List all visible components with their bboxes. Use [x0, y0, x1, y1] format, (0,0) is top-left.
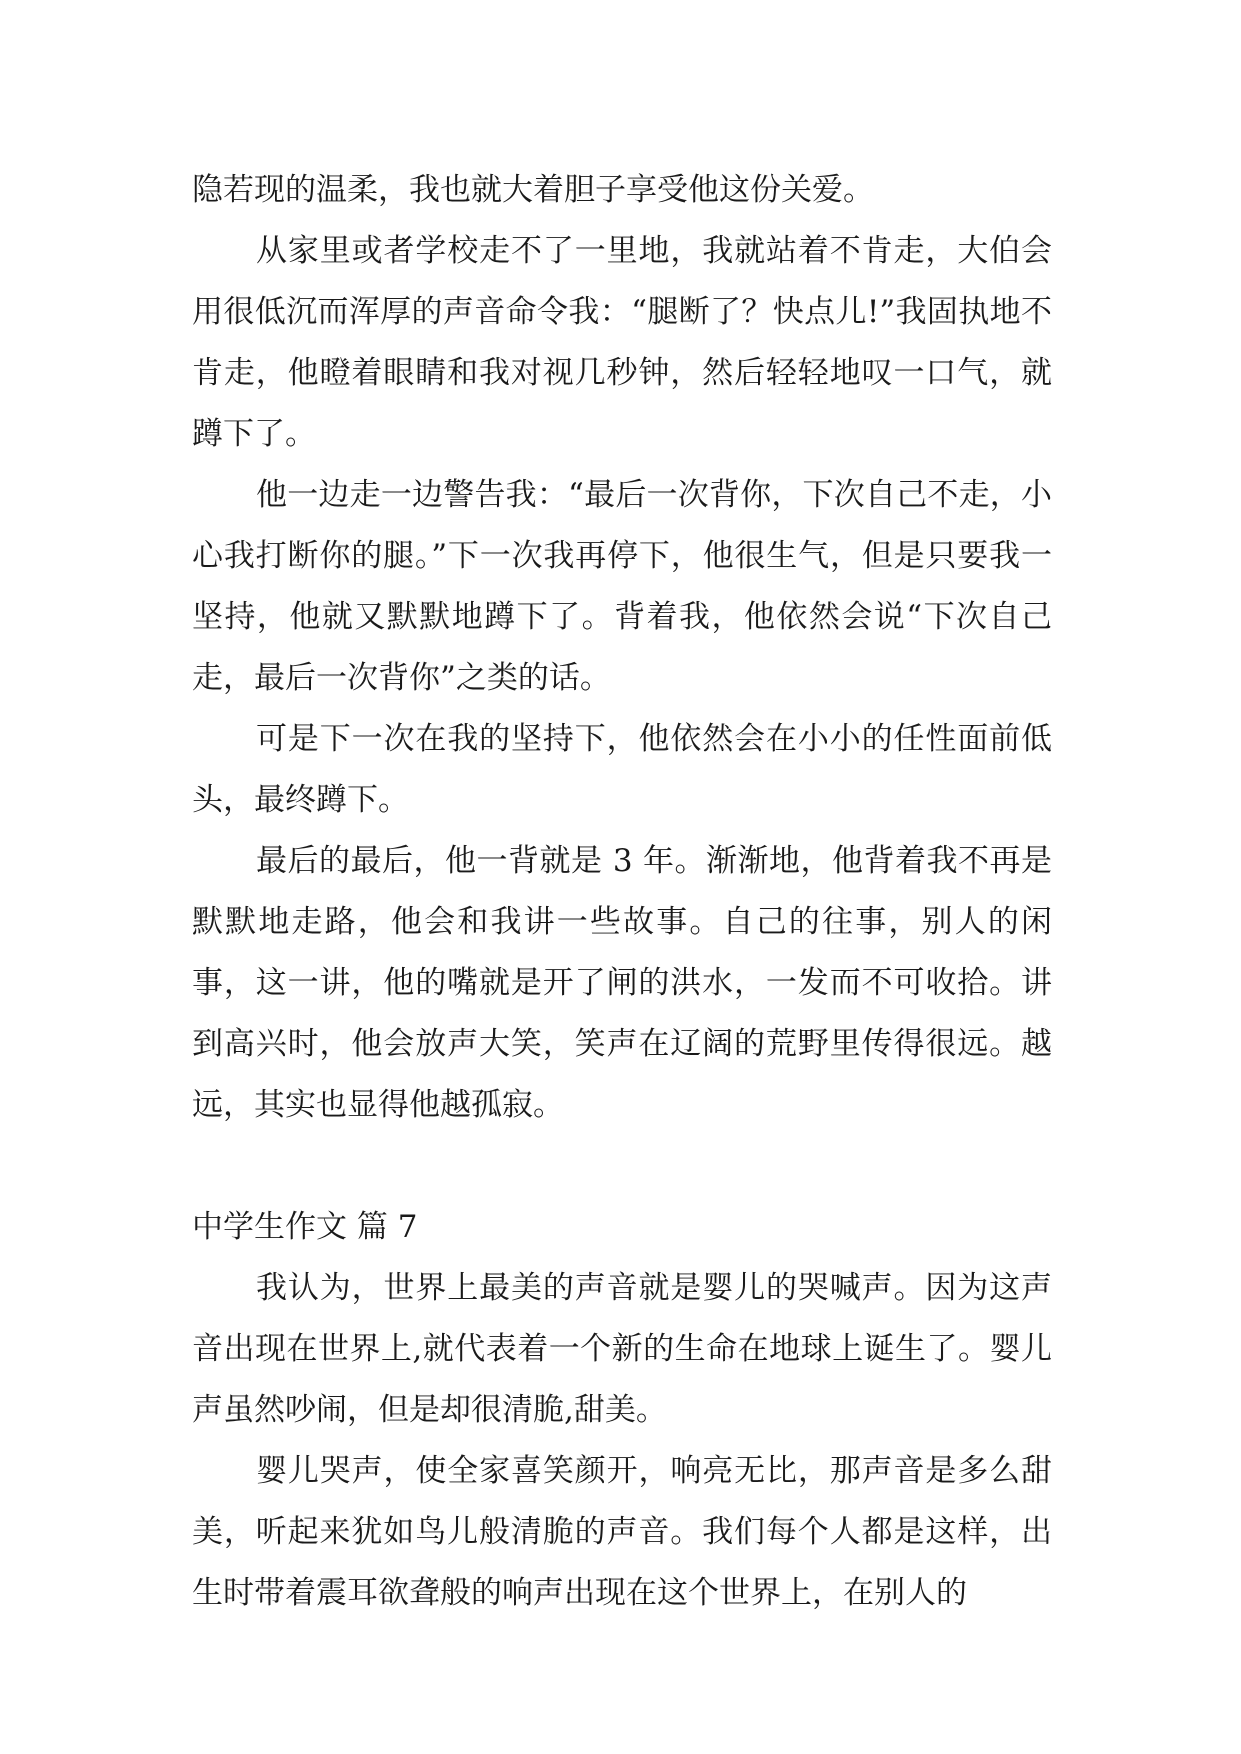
paragraph: 婴儿哭声，使全家喜笑颜开，响亮无比，那声音是多么甜美，听起来犹如鸟儿般清脆的声音。我们每个人都是这样，出生时带着震耳欲聋般的响声出现在这个世界上，在别人的: [192, 1453, 1052, 1611]
paragraph-continued: 隐若现的温柔，我也就大着胆子享受他这份关爱。: [192, 172, 874, 208]
section-heading: 中学生作文 篇 7: [192, 1209, 418, 1245]
paragraph: 我认为，世界上最美的声音就是婴儿的哭喊声。因为这声音出现在世界上,就代表着一个新的生命在地球上诞生了。婴儿声虽然吵闹，但是却很清脆,甜美。: [192, 1270, 1052, 1428]
document-body: [192, 160, 1052, 1624]
paragraph: 最后的最后，他一背就是 3 年。渐渐地，他背着我不再是默默地走路，他会和我讲一些故事。自己的往事，别人的闲事，这一讲，他的嘴就是开了闸的洪水，一发而不可收拾。讲到高兴时，他会放声大笑，笑声在辽阔的荒野里传得很远。越远，其实也显得他越孤寂。: [192, 843, 1052, 1123]
paragraph: 他一边走一边警告我：“最后一次背你，下次自己不走，小心我打断你的腿。”下一次我再停下，他很生气，但是只要我一坚持，他就又默默地蹲下了。背着我，他依然会说“下次自己走，最后一次背你”之类的话。: [192, 477, 1052, 696]
paragraph: 可是下一次在我的坚持下，他依然会在小小的任性面前低头，最终蹲下。: [192, 721, 1052, 818]
paragraph: 从家里或者学校走不了一里地，我就站着不肯走，大伯会用很低沉而浑厚的声音命令我：“腿断了？快点儿!”我固执地不肯走，他瞪着眼睛和我对视几秒钟，然后轻轻地叹一口气，就蹲下了。: [192, 233, 1052, 452]
section-spacer: [192, 1136, 1052, 1197]
